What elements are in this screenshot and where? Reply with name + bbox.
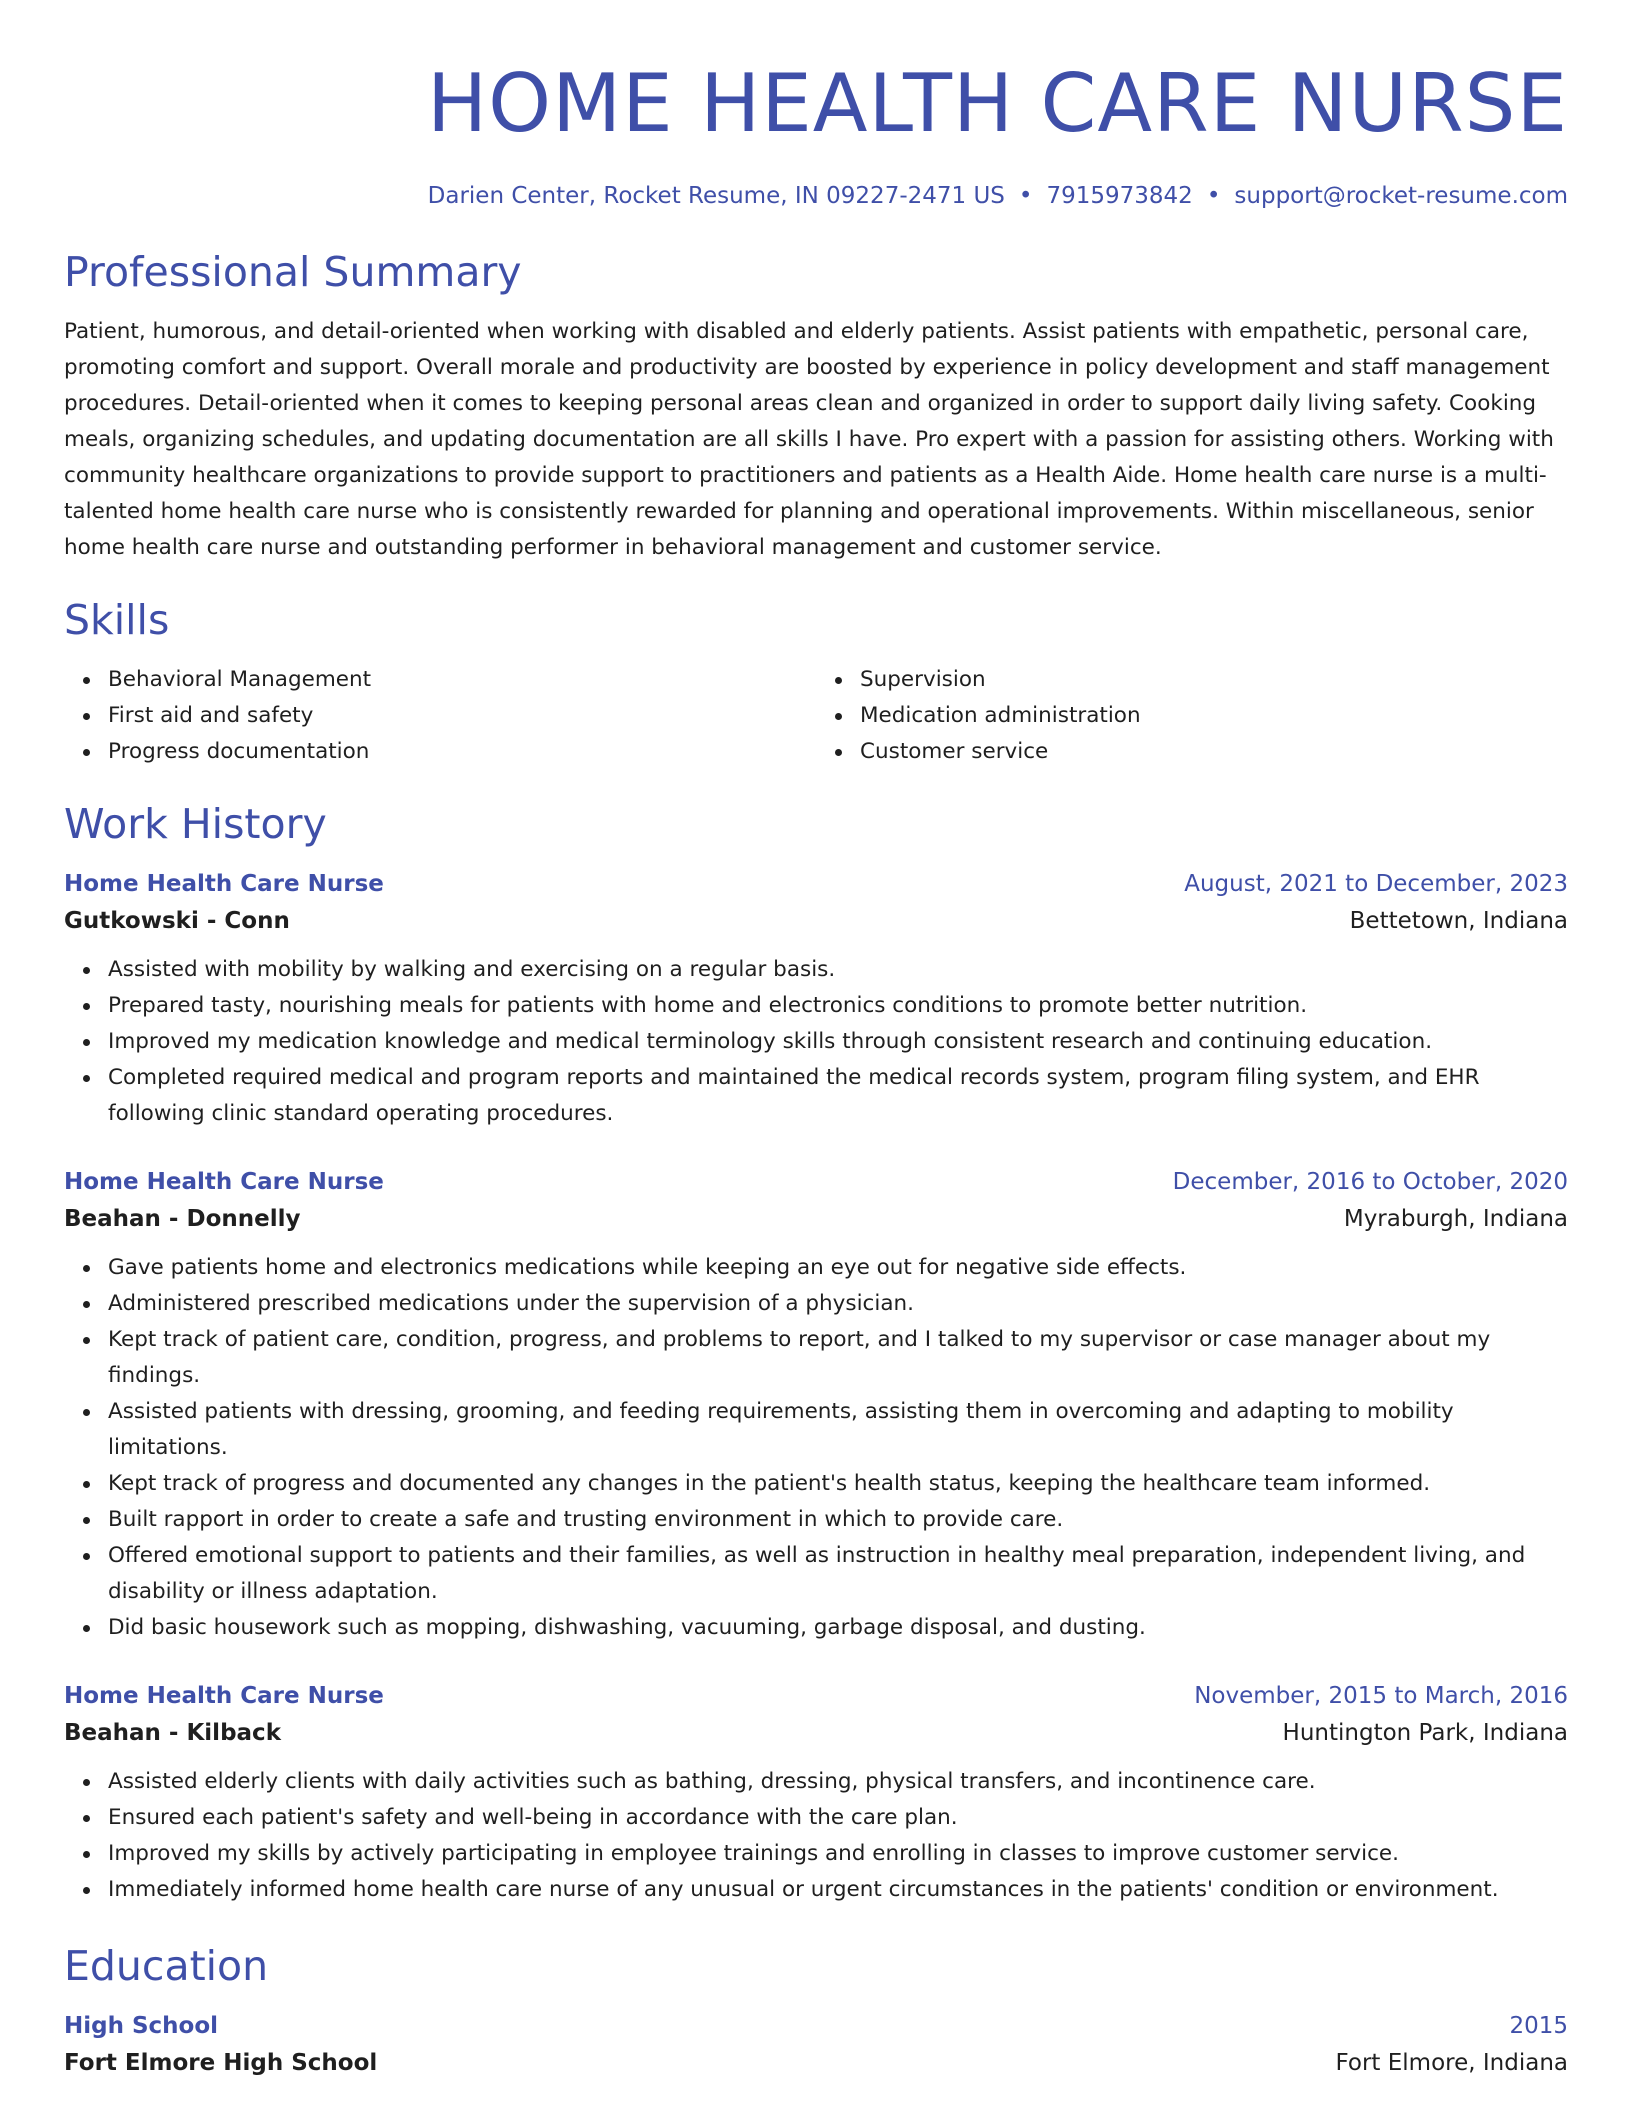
contact-email: support@rocket-resume.com	[1234, 183, 1568, 209]
job-employer: Gutkowski - Conn	[64, 908, 290, 934]
education-school-row	[64, 2044, 1568, 2082]
contact-address: Darien Center, Rocket Resume, IN 09227-2471 US	[427, 183, 1005, 209]
job-title-row	[64, 866, 1568, 902]
job-title: Home Health Care Nurse	[64, 1169, 384, 1195]
job-dates: November, 2015 to March, 2016	[1194, 1683, 1568, 1709]
job-bullets	[64, 1764, 1568, 1908]
job-bullet: Prepared tasty, nourishing meals for patients with home and electronics conditions to promote better nutrition.	[108, 988, 1568, 1024]
job-bullet: Administered prescribed medications under the supervision of a physician.	[108, 1286, 1568, 1322]
education-section	[64, 1940, 1568, 2082]
job-bullet: Assisted elderly clients with daily activities such as bathing, dressing, physical transfers, and incontinence care.	[108, 1764, 1568, 1800]
job-title: Home Health Care Nurse	[64, 871, 384, 897]
job-bullet: Built rapport in order to create a safe and trusting environment in which to provide care.	[108, 1502, 1568, 1538]
summary-section	[64, 246, 1568, 566]
work-history-section	[64, 798, 1568, 1908]
candidate-name: HOME HEALTH CARE NURSE	[426, 57, 1568, 150]
skills-heading: Skills	[64, 596, 170, 644]
job-bullets	[64, 952, 1568, 1132]
skill-item: Supervision	[860, 662, 1568, 698]
job-location: Myraburgh, Indiana	[1343, 1206, 1568, 1232]
job-bullet: Improved my medication knowledge and medical terminology skills through consistent research and continuing education.	[108, 1024, 1568, 1060]
resume-header	[64, 48, 1568, 212]
education-heading: Education	[64, 1942, 269, 1990]
skills-section	[64, 594, 1568, 770]
job-location: Huntington Park, Indiana	[1282, 1720, 1568, 1746]
skills-grid	[64, 662, 1568, 770]
job-employer: Beahan - Donnelly	[64, 1206, 301, 1232]
education-degree-row	[64, 2008, 1568, 2044]
job-bullet: Kept track of patient care, condition, progress, and problems to report, and I talked to my supervisor or case manager about my findings.	[108, 1322, 1568, 1394]
skill-item: Progress documentation	[108, 734, 816, 770]
skills-column-left	[64, 662, 816, 770]
job-bullet: Kept track of progress and documented any changes in the patient's health status, keeping the healthcare team informed.	[108, 1466, 1568, 1502]
job-entry	[64, 1678, 1568, 1908]
job-bullet: Ensured each patient's safety and well-being in accordance with the care plan.	[108, 1800, 1568, 1836]
job-dates: December, 2016 to October, 2020	[1172, 1169, 1568, 1195]
job-location: Bettetown, Indiana	[1349, 908, 1568, 934]
job-bullet: Assisted with mobility by walking and exercising on a regular basis.	[108, 952, 1568, 988]
job-dates: August, 2021 to December, 2023	[1184, 871, 1568, 897]
job-bullet: Immediately informed home health care nurse of any unusual or urgent circumstances in the patients' condition or environment.	[108, 1872, 1568, 1908]
education-entry	[64, 2008, 1568, 2082]
job-title: Home Health Care Nurse	[64, 1683, 384, 1709]
job-bullet: Improved my skills by actively participating in employee trainings and enrolling in classes to improve customer service.	[108, 1836, 1568, 1872]
job-bullet: Assisted patients with dressing, grooming, and feeding requirements, assisting them in overcoming and adapting to mobility limitations.	[108, 1394, 1568, 1466]
job-employer-row	[64, 1714, 1568, 1752]
skill-item: Customer service	[860, 734, 1568, 770]
contact-separator: •	[1206, 183, 1221, 209]
job-bullet: Gave patients home and electronics medications while keeping an eye out for negative side effects.	[108, 1250, 1568, 1286]
job-employer: Beahan - Kilback	[64, 1720, 281, 1746]
job-bullet: Did basic housework such as mopping, dishwashing, vacuuming, garbage disposal, and dusting.	[108, 1610, 1568, 1646]
job-title-row	[64, 1678, 1568, 1714]
education-degree: High School	[64, 2013, 219, 2039]
skill-item: First aid and safety	[108, 698, 816, 734]
job-employer-row	[64, 902, 1568, 940]
job-bullet: Offered emotional support to patients and their families, as well as instruction in healthy meal preparation, independent living, and disability or illness adaptation.	[108, 1538, 1568, 1610]
summary-text: Patient, humorous, and detail-oriented when working with disabled and elderly patients. Assist patients with empathetic, personal care, promoting comfort and support. Overall morale and productivity are boosted by experience in policy development and staff management procedures. Detail-oriented when it comes to keeping personal areas clean and organized in order to support daily living safety. Cooking meals, organizing schedules, and updating documentation are all skills I have. Pro expert with a passion for assisting others. Working with community healthcare organizations to provide support to practitioners and patients as a Health Aide. Home health care nurse is a multi-talented home health care nurse who is consistently rewarded for planning and operational improvements. Within miscellaneous, senior home health care nurse and outstanding performer in behavioral management and customer service.	[64, 319, 1554, 560]
job-title-row	[64, 1164, 1568, 1200]
work-history-heading: Work History	[64, 800, 327, 848]
education-location: Fort Elmore, Indiana	[1335, 2050, 1568, 2076]
education-year: 2015	[1509, 2013, 1568, 2039]
job-entry	[64, 866, 1568, 1132]
job-bullet: Completed required medical and program reports and maintained the medical records system, program filing system, and EHR following clinic standard operating procedures.	[108, 1060, 1568, 1132]
job-entry	[64, 1164, 1568, 1646]
education-school: Fort Elmore High School	[64, 2050, 378, 2076]
skill-item: Medication administration	[860, 698, 1568, 734]
skills-column-right	[816, 662, 1568, 770]
contact-phone: 7915973842	[1046, 183, 1193, 209]
summary-heading: Professional Summary	[64, 248, 522, 296]
skill-item: Behavioral Management	[108, 662, 816, 698]
job-bullets	[64, 1250, 1568, 1646]
contact-line	[64, 180, 1568, 212]
contact-separator: •	[1018, 183, 1033, 209]
job-employer-row	[64, 1200, 1568, 1238]
